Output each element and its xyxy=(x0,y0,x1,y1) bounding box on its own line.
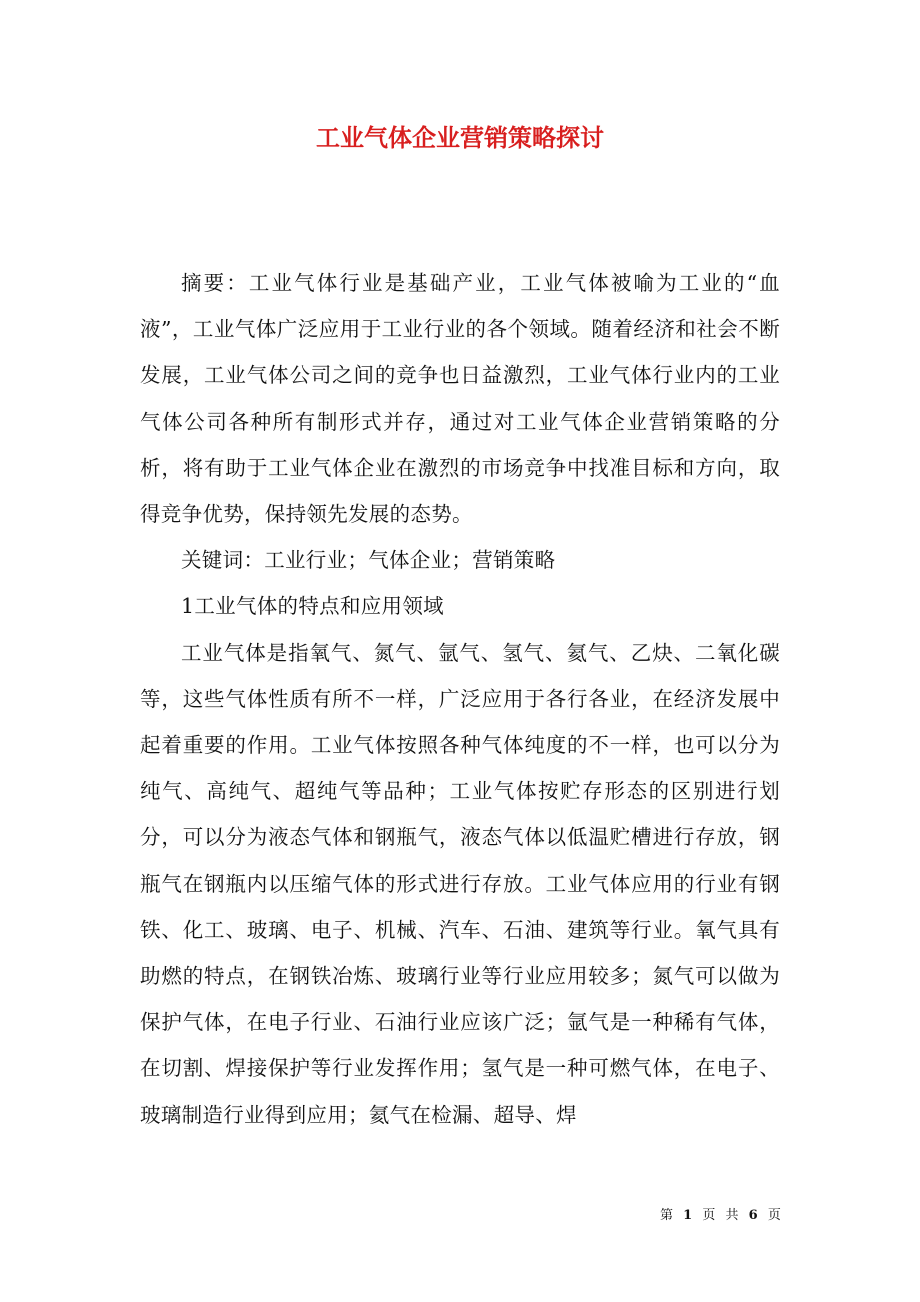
footer-page-number: 1 xyxy=(683,1208,693,1223)
page-footer xyxy=(660,1206,800,1226)
document-body xyxy=(140,260,780,1138)
abstract-paragraph: 摘要：工业气体行业是基础产业，工业气体被喻为工业的“血液”，工业气体广泛应用于工业行业的各个领域。随着经济和社会不断发展，工业气体公司之间的竞争也日益激烈，工业气体行业内的工业气体公司各种所有制形式并存，通过对工业气体企业营销策略的分析，将有助于工业气体企业在激烈的市场竞争中找准目标和方向，取得竞争优势，保持领先发展的态势。 xyxy=(140,271,780,527)
document-title: 工业气体企业营销策略探讨 xyxy=(316,123,604,152)
footer-total-pages: 6 xyxy=(748,1208,758,1223)
footer-total-prefix: 共 xyxy=(725,1208,739,1223)
section-heading: 1工业气体的特点和应用领域 xyxy=(181,594,444,619)
body-paragraph: 工业气体是指氧气、氮气、氩气、氢气、氦气、乙炔、二氧化碳等，这些气体性质有所不一样，广泛应用于各行各业，在经济发展中起着重要的作用。工业气体按照各种气体纯度的不一样，也可以分为纯气、高纯气、超纯气等品种；工业气体按贮存形态的区别进行划分，可以分为液态气体和钢瓶气，液态气体以低温贮槽进行存放，钢瓶气在钢瓶内以压缩气体的形式进行存放。工业气体应用的行业有钢铁、化工、玻璃、电子、机械、汽车、石油、建筑等行业。氧气具有助燃的特点，在钢铁冶炼、玻璃行业等行业应用较多；氮气可以做为保护气体，在电子行业、石油行业应该广泛；氩气是一种稀有气体，在切割、焊接保护等行业发挥作用；氢气是一种可燃气体，在电子、玻璃制造行业得到应用；氦气在检漏、超导、焊 xyxy=(140,640,780,1127)
footer-page-label: 页 xyxy=(702,1208,716,1223)
footer-prefix: 第 xyxy=(660,1208,674,1223)
footer-total-label: 页 xyxy=(767,1208,781,1223)
keywords-paragraph: 关键词：工业行业；气体企业；营销策略 xyxy=(181,548,556,573)
